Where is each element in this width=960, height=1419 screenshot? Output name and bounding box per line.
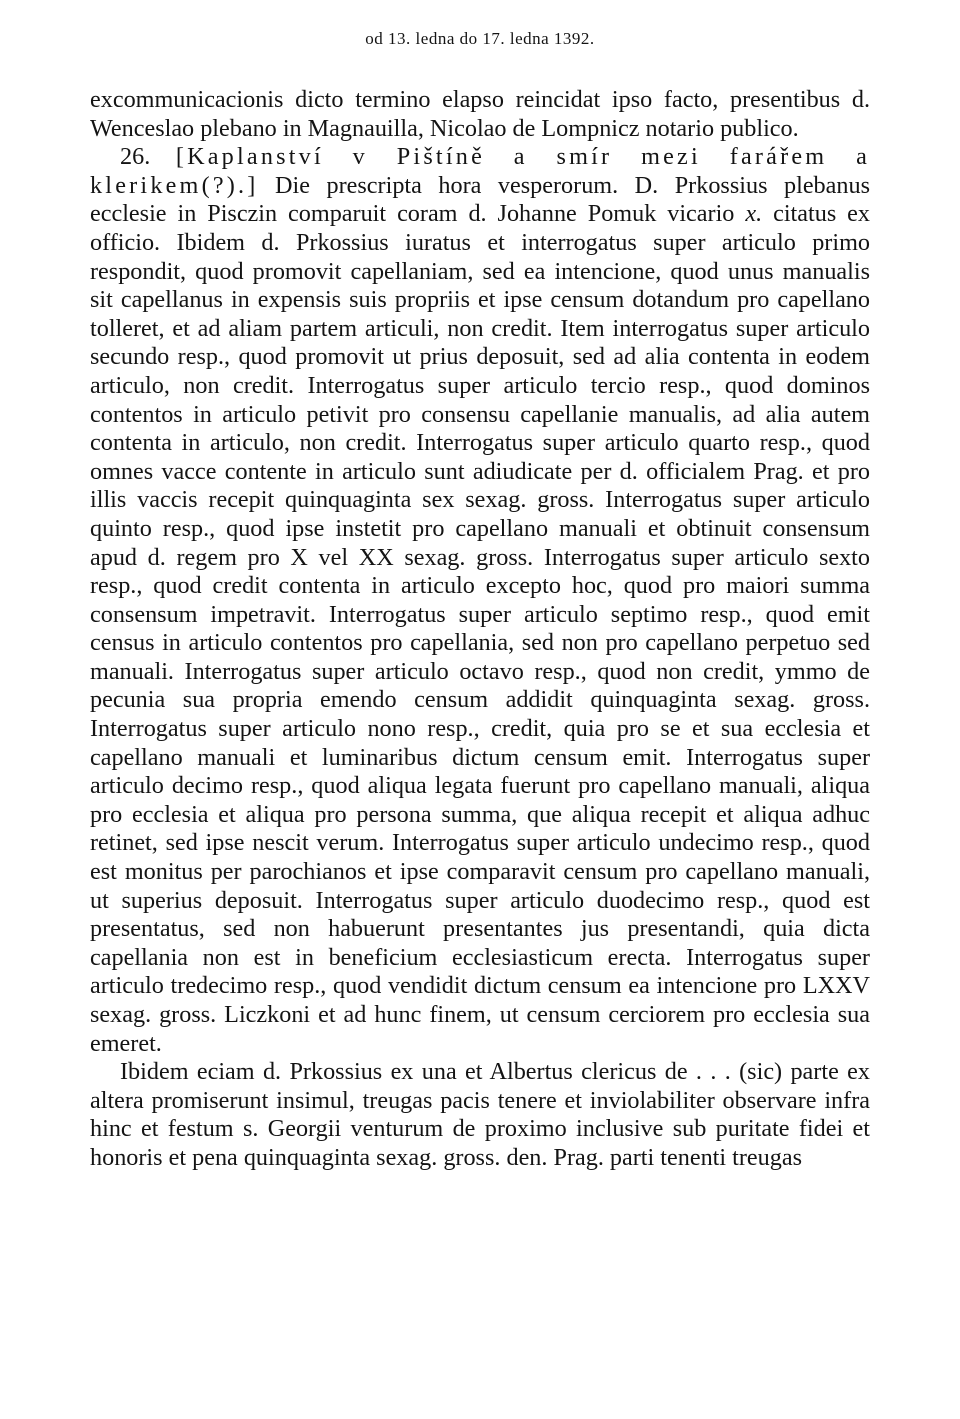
paragraph-entry-26	[90, 143, 870, 1058]
paragraph-treuga: Ibidem eciam d. Prkossius ex una et Albertus clericus de . . . (sic) parte ex altera promiserunt insimul, treugas pacis tenere et inviolabiliter observare infra hinc et festum s. Georgii venturum de proximo inclusive sub puritate fidei et honoris et pena quinquaginta sexag. gross. den. Prag. parti tenenti treugas	[90, 1058, 870, 1171]
entry-number: 26.	[120, 143, 151, 171]
italic-x: x.	[745, 200, 763, 228]
entry-text-part-b: citatus ex officio. Ibidem d. Prkossius iuratus et interrogatus super articulo primo respondit, quod promovit capellaniam, sed ea intencione, quod unus manualis sit capellanus in expensis suis propriis et ipse censum dotandum pro capellano tolleret, et ad aliam partem articuli, non credit. Item interrogatus super articulo secundo resp., quod promovit ut prius deposuit, sed ad alia contenta in eodem articulo, non credit. Interrogatus super articulo tercio resp., quod dominos contentos in articulo petivit pro consensu capellanie manualis, ad alia autem contenta in articulo, non credit. Interrogatus super articulo quarto resp., quod omnes vacce contente in articulo sunt adiudicate per d. officialem Prag. et pro illis vaccis recepit quinquaginta sex sexag. gross. Interrogatus super articulo quinto resp., quod ipse instetit pro capellano manuali et obtinuit consensum apud d. regem pro X vel XX sexag. gross. Interrogatus super articulo sexto resp., quod credit contenta in articulo excepto hoc, quod pro maiori summa consensum impetravit. Interrogatus super articulo septimo resp., quod emit census in articulo contentos pro capellania, sed non pro capellano perpetuo sed manuali. Interrogatus super articulo octavo resp., quod non credit, ymmo de pecunia sua propria emendo censum addidit quinquaginta sexag. gross. Interrogatus super articulo nono resp., credit, quia pro se et sua ecclesia et capellano manuali et luminaribus dictum censum emit. Interrogatus super articulo decimo resp., quod aliqua legata fuerunt pro capellano manuali, aliqua pro ecclesia et aliqua pro persona summa, que aliqua recepit et aliqua adhuc retinet, sed ipse nescit verum. Interrogatus super articulo undecimo resp., quod est monitus per parochianos et ipse comparavit censum pro capellano manuali, ut superius deposuit. Interrogatus super articulo duodecimo resp., quod est presentatus, sed non habuerunt presentantes jus presentandi, quia dicta capellania non est in beneficium ecclesiasticum erecta. Interrogatus super articulo tredecimo resp., quod vendidit dictum censum ea intencione pro LXXV sexag. gross. Liczkoni et ad hunc finem, ut censum cerciorem pro ecclesia sua emeret.	[90, 200, 871, 1057]
document-page	[90, 28, 870, 1173]
running-head: od 13. ledna do 17. ledna 1392.	[365, 29, 595, 48]
entry-heading: [Kaplanství v Pištíně a smír mezi farářem a klerikem(?).]	[90, 143, 871, 199]
entry-text-part-a: Die prescripta hora vesperorum. D. Prkossius plebanus ecclesie in Pisczin comparuit coram d. Johanne Pomuk vicario	[90, 171, 870, 228]
paragraph-excommunication: excommunicacionis dicto termino elapso reincidat ipso facto, presentibus d. Wenceslao plebano in Magnauilla, Nicolao de Lompnicz notario publico.	[90, 86, 870, 142]
